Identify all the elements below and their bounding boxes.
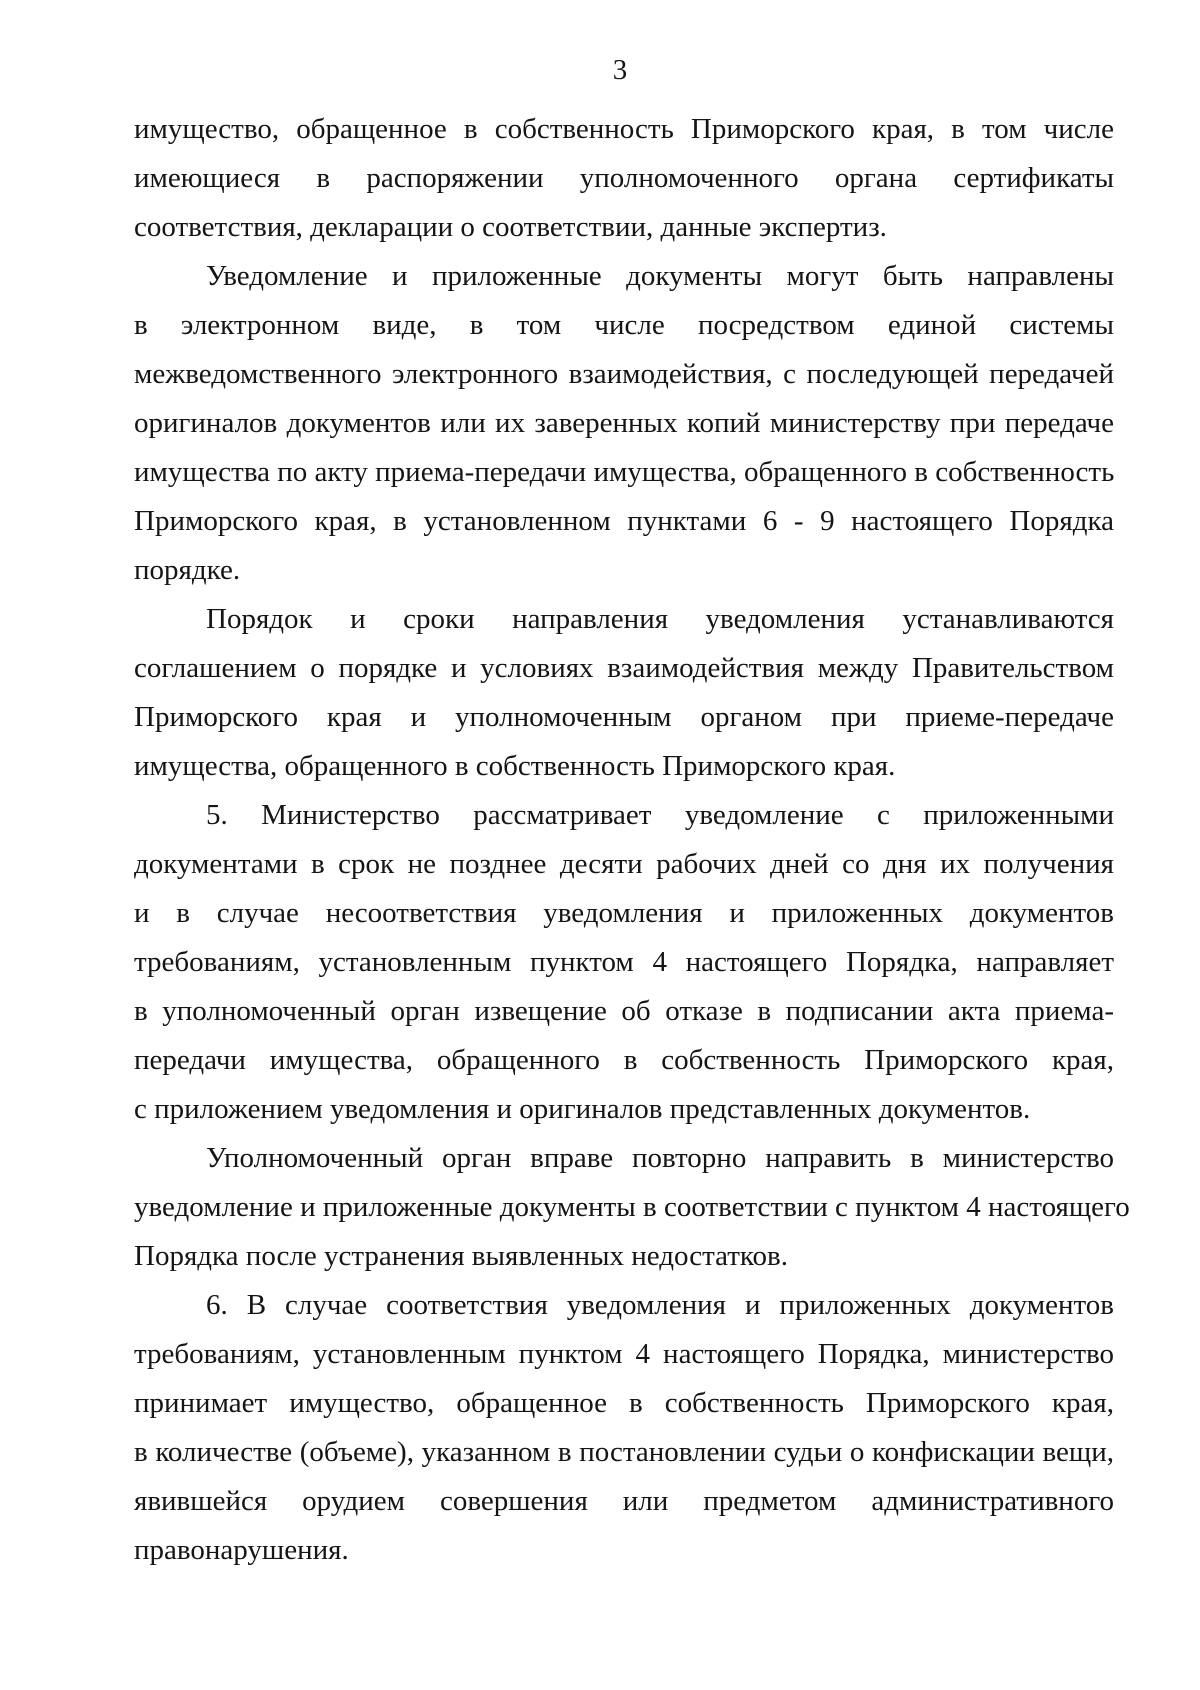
text-line: требованиям, установленным пунктом 4 настоящего Порядка, направляет [134, 946, 1114, 978]
text-line: имущество, обращенное в собственность Приморского края, в том числе [134, 113, 1114, 145]
text-line: передачи имущества, обращенного в собственность Приморского края, [134, 1044, 1114, 1076]
text-line: соглашением о порядке и условиях взаимодействия между Правительством [134, 652, 1114, 684]
text-line: Приморского края и уполномоченным органом при приеме-передаче [134, 701, 1114, 733]
text-line: с приложением уведомления и оригиналов представленных документов. [134, 1093, 1031, 1125]
paragraph-start-line: 5. Министерство рассматривает уведомление с приложенными [206, 799, 1114, 831]
paragraph-start-line: Порядок и сроки направления уведомления устанавливаются [206, 603, 1114, 635]
text-line: уведомление и приложенные документы в соответствии с пунктом 4 настоящего [134, 1191, 1130, 1223]
text-line: принимает имущество, обращенное в собственность Приморского края, [134, 1387, 1114, 1419]
text-line: Приморского края, в установленном пунктами 6 - 9 настоящего Порядка [134, 505, 1114, 537]
document-body [134, 105, 1130, 1575]
text-line: оригиналов документов или их заверенных копий министерству при передаче [134, 407, 1114, 439]
page-number: 3 [612, 54, 628, 86]
text-line: соответствия, декларации о соответствии, данные экспертиз. [134, 211, 887, 243]
text-line: в количестве (объеме), указанном в постановлении судьи о конфискации вещи, [134, 1436, 1114, 1468]
text-line: требованиям, установленным пунктом 4 настоящего Порядка, министерство [134, 1338, 1114, 1370]
text-line: порядке. [134, 554, 241, 586]
text-line: явившейся орудием совершения или предметом административного [134, 1485, 1114, 1517]
paragraph-start-line: Уполномоченный орган вправе повторно направить в министерство [206, 1142, 1114, 1174]
paragraph-start-line: Уведомление и приложенные документы могут быть направлены [206, 260, 1114, 292]
text-line: в электронном виде, в том числе посредством единой системы [134, 309, 1114, 341]
text-line: правонарушения. [134, 1534, 349, 1566]
text-line: имущества, обращенного в собственность Приморского края. [134, 750, 896, 782]
text-line: имущества по акту приема-передачи имущества, обращенного в собственность [134, 456, 1115, 488]
text-line: межведомственного электронного взаимодействия, с последующей передачей [134, 358, 1114, 390]
text-line: имеющиеся в распоряжении уполномоченного органа сертификаты [134, 162, 1114, 194]
text-line: в уполномоченный орган извещение об отказе в подписании акта приема- [134, 995, 1114, 1027]
paragraph-start-line: 6. В случае соответствия уведомления и приложенных документов [206, 1289, 1114, 1321]
text-line: и в случае несоответствия уведомления и приложенных документов [134, 897, 1114, 929]
text-line: Порядка после устранения выявленных недостатков. [134, 1240, 788, 1272]
text-line: документами в срок не позднее десяти рабочих дней со дня их получения [134, 848, 1114, 880]
